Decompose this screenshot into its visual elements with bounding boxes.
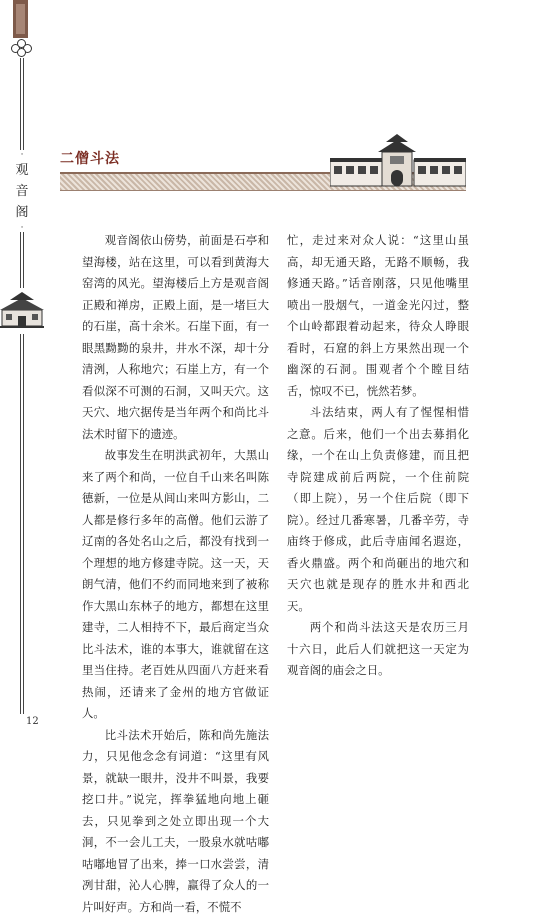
- margin-line: [20, 232, 21, 288]
- margin-line: [20, 334, 21, 714]
- paragraph-continued: 忙，走过来对众人说：“这里山虽高，却无通天路，无路不顺畅，我修通天路。”话音刚落，只见他嘴里喷出一股烟气，一道金光闪过，整个山岭都跟着动起来，待众人睁眼看时，石窟的斜上方果然出现一个幽深的石洞。围观者个个瞠目结舌，惊叹不已，恍然若梦。: [287, 230, 469, 402]
- paragraph: 斗法结束，两人有了惺惺相惜之意。后来，他们一个出去募捐化缘，一个在山上负责修建，而且把寺院建成前后两院，一个住前院（即上院），另一个住后院（即下院）。经过几番寒暑，几番辛劳，寺庙终于修成，此后寺庙闻名遐迩，香火鼎盛。两个和尚砸出的地穴和天穴也就是现存的胜水井和西北天。: [287, 402, 469, 617]
- paragraph: 比斗法术开始后，陈和尚先施法力，只见他念念有词道：“这里有风景，就缺一眼井，没井不叫景，我要挖口井。”说完，挥拳猛地向地上砸去，只见拳到之处立即出现一个大洞，不一会儿工夫，一股泉水就咕嘟咕嘟地冒了出来，捧一口水尝尝，清冽甘甜，沁人心脾，赢得了众人的一片叫好声。方和尚一看，不慌不: [82, 725, 269, 918]
- page-number: 12: [26, 716, 39, 727]
- margin-line: [23, 58, 24, 150]
- knot-ornament: [11, 39, 31, 57]
- section-title-char: 阁: [13, 202, 31, 223]
- margin-line: [20, 58, 21, 150]
- article-title: 二僧斗法: [60, 148, 120, 168]
- paragraph: 观音阁依山傍势，前面是石亭和望海楼，站在这里，可以看到黄海大窑湾的风光。望海楼后上方是观音阁正殿和禅房，正殿上面，是一堵巨大的石崖，高十余米。石崖下面，有一眼黑黝黝的泉井，井水不深，却十分清洌，人称地穴；石崖上方，有一个看似深不可测的石洞，又叫天穴。这天穴、地穴据传是当年两个和尚比斗法术时留下的遗迹。: [82, 230, 269, 445]
- article-column-right: [287, 230, 469, 682]
- section-title-vertical: · 观 音 阁 ·: [13, 150, 31, 233]
- section-title-char: 观: [13, 160, 31, 181]
- top-tab-decoration: [13, 0, 28, 38]
- margin-line: [23, 232, 24, 288]
- article-column-left: [82, 230, 269, 918]
- temple-gate-illustration: [330, 134, 466, 188]
- paragraph: 故事发生在明洪武初年，大黑山来了两个和尚，一位自千山来名叫陈德新，一位是从闾山来叫方影山，二人都是修行多年的高僧。他们云游了辽南的各处名山之后，都没有找到一个理想的地方修建寺院。这一天，天朗气清，他们不约而同地来到了被称作大黑山东林子的地方，都想在这里建寺，二人相持不下，最后商定当众比斗法术，谁的本事大，谁就留在这里当住持。老百姓从四面八方赶来看热闹，还请来了金州的地方官做证人。: [82, 445, 269, 725]
- paragraph: 两个和尚斗法这天是农历三月十六日，此后人们就把这一天定为观音阁的庙会之日。: [287, 617, 469, 682]
- margin-line: [23, 334, 24, 714]
- section-title-char: 音: [13, 181, 31, 202]
- temple-building-icon: [0, 288, 44, 334]
